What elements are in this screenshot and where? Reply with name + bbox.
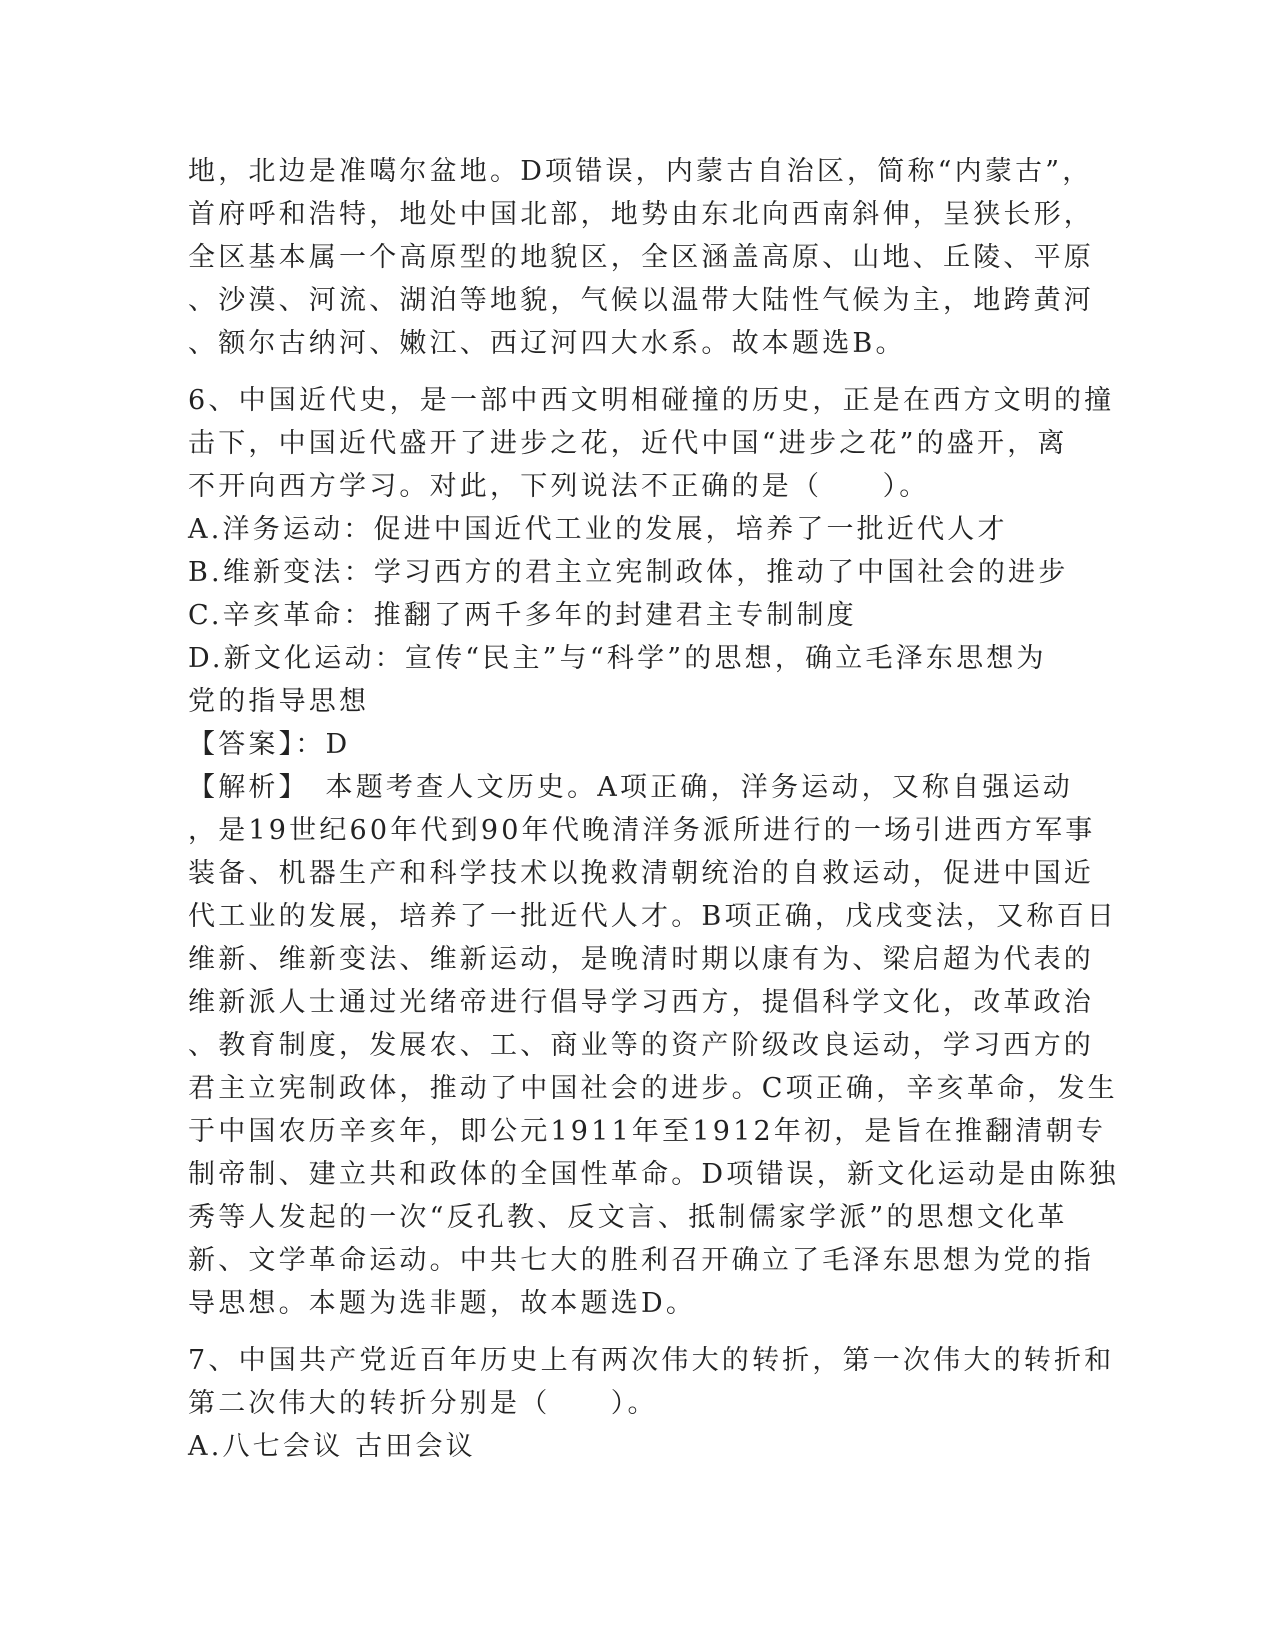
text-line: D.新文化运动：宣传“民主”与“科学”的思想，确立毛泽东思想为 — [188, 643, 1047, 674]
question-6-stem — [188, 379, 1115, 508]
paragraph-gap — [188, 365, 1088, 379]
option-c: C.辛亥革命：推翻了两千多年的封建君主专制制度 — [188, 600, 857, 631]
text-line: 不开向西方学习。对此，下列说法不正确的是（ ）。 — [188, 471, 930, 502]
text-line: 维新派人士通过光绪帝进行倡导学习西方，提倡科学文化，改革政治 — [188, 987, 1094, 1018]
text-line: 7、中国共产党近百年历史上有两次伟大的转折，第一次伟大的转折和 — [188, 1345, 1115, 1376]
text-line: 、额尔古纳河、嫩江、西辽河四大水系。故本题选B。 — [188, 328, 906, 359]
text-line: 装备、机器生产和科学技术以挽救清朝统治的自救运动，促进中国近 — [188, 858, 1094, 889]
text-line: 党的指导思想 — [188, 686, 370, 717]
option-d — [188, 637, 1088, 723]
question-7-stem — [188, 1339, 1115, 1425]
text-line: 【解析】 本题考查人文历史。A项正确，洋务运动，又称自强运动 — [188, 772, 1073, 803]
text-line: 代工业的发展，培养了一批近代人才。B项正确，戊戌变法，又称百日 — [188, 901, 1118, 932]
text-line: 击下，中国近代盛开了进步之花，近代中国“进步之花”的盛开，离 — [188, 428, 1068, 459]
text-line: 第二次伟大的转折分别是（ ）。 — [188, 1388, 658, 1419]
analysis-block — [188, 766, 1119, 1325]
text-line: 地，北边是准噶尔盆地。D项错误，内蒙古自治区，简称“内蒙古”， — [188, 156, 1093, 187]
text-line: 导思想。本题为选非题，故本题选D。 — [188, 1288, 697, 1319]
text-line: 全区基本属一个高原型的地貌区，全区涵盖高原、山地、丘陵、平原 — [188, 242, 1094, 273]
text-line: 首府呼和浩特，地处中国北部，地势由东北向西南斜伸，呈狭长形， — [188, 199, 1094, 230]
answer-line: 【答案】：D — [188, 729, 351, 760]
text-line: 6、中国近代史，是一部中西文明相碰撞的历史，正是在西方文明的撞 — [188, 385, 1115, 416]
text-line: 君主立宪制政体，推动了中国社会的进步。C项正确，辛亥革命，发生 — [188, 1073, 1118, 1104]
text-line: ，是19世纪60年代到90年代晚清洋务派所进行的一场引进西方军事 — [188, 815, 1096, 846]
document-page — [188, 150, 1119, 1468]
text-line: 新、文学革命运动。中共七大的胜利召开确立了毛泽东思想为党的指 — [188, 1245, 1094, 1276]
text-line: 制帝制、建立共和政体的全国性革命。D项错误，新文化运动是由陈独 — [188, 1159, 1119, 1190]
text-line: 、沙漠、河流、湖泊等地貌，气候以温带大陆性气候为主，地跨黄河 — [188, 285, 1094, 316]
paragraph-gap — [188, 1325, 1088, 1339]
question-7 — [188, 1339, 1115, 1468]
option-a: A.洋务运动：促进中国近代工业的发展，培养了一批近代人才 — [188, 514, 1008, 545]
text-line: 于中国农历辛亥年，即公元1911年至1912年初，是旨在推翻清朝专 — [188, 1116, 1107, 1147]
question-6 — [188, 379, 1119, 1325]
text-line: 秀等人发起的一次“反孔教、反文言、抵制儒家学派”的思想文化革 — [188, 1202, 1068, 1233]
text-line: 、教育制度，发展农、工、商业等的资产阶级改良运动，学习西方的 — [188, 1030, 1094, 1061]
option-a: A.八七会议 古田会议 — [188, 1431, 476, 1462]
text-line: 维新、维新变法、维新运动，是晚清时期以康有为、梁启超为代表的 — [188, 944, 1094, 975]
option-b: B.维新变法：学习西方的君主立宪制政体，推动了中国社会的进步 — [188, 557, 1069, 588]
previous-analysis-continuation — [188, 150, 1094, 365]
